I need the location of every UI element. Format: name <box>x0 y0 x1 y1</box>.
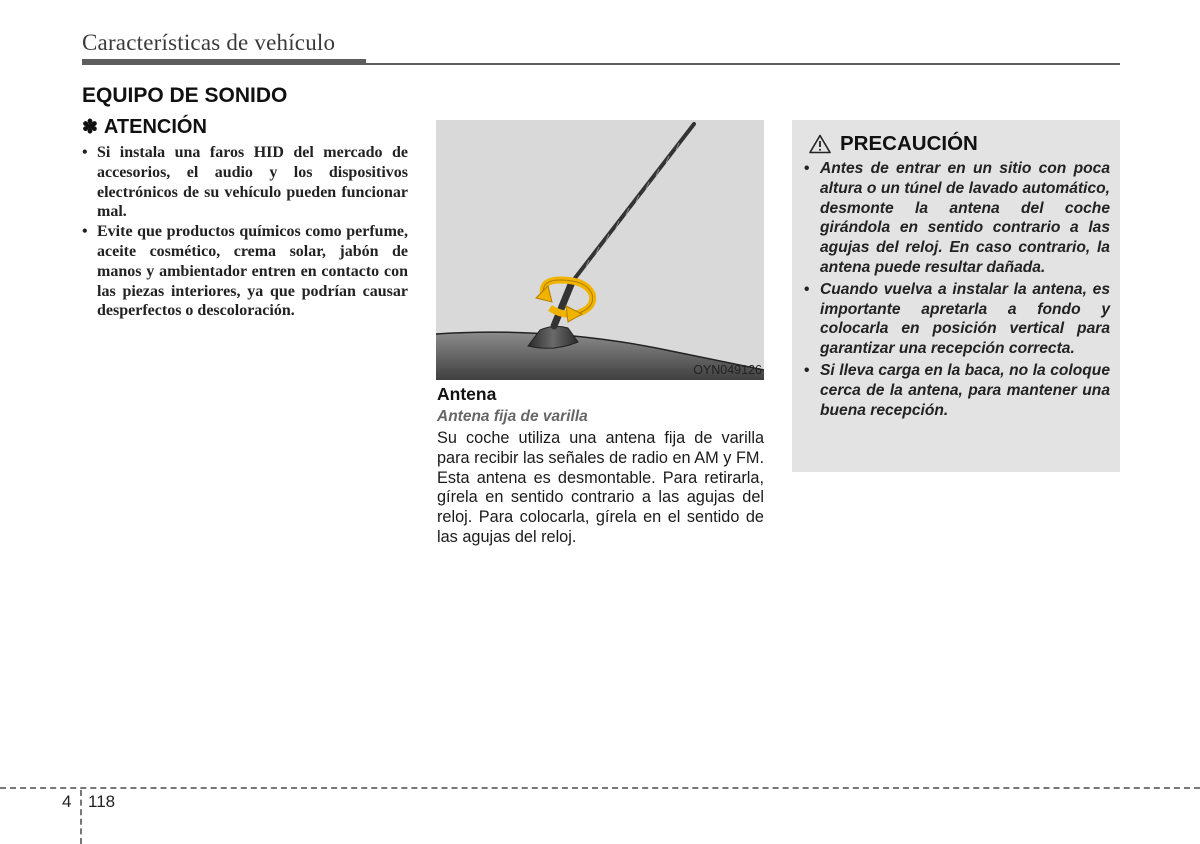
header-rule-thick <box>82 59 366 65</box>
caution-item: • Antes de entrar en un sitio con poca altura o un túnel de lavado automático, desmonte la antena del coche girándola en sentido contrario a las agujas del reloj. En caso contrario, la antena puede resultar dañada. <box>802 159 1110 278</box>
caution-title: PRECAUCIÓN <box>840 132 978 155</box>
header-rule-thin <box>366 63 1120 65</box>
running-header: Características de vehículo <box>82 30 336 55</box>
antenna-rotation-illustration <box>436 120 764 380</box>
caution-item: • Cuando vuelva a instalar la antena, es importante apretarla a fondo y colocarla en posición vertical para garantizar una recepción correcta. <box>802 280 1110 359</box>
section-title: EQUIPO DE SONIDO <box>82 84 288 107</box>
footer-dashed-divider <box>80 790 82 844</box>
antenna-base-shape <box>528 326 578 348</box>
caution-heading <box>809 132 978 156</box>
antenna-mast-shape <box>572 124 694 282</box>
chapter-number: 4 <box>62 792 72 811</box>
antenna-heading: Antena <box>437 384 497 404</box>
footer-dashed-rule <box>0 787 1200 789</box>
asterisk-icon: ✽ <box>82 117 98 138</box>
page-number: 118 <box>88 792 116 811</box>
attention-heading <box>82 116 207 139</box>
antenna-subheading: Antena fija de varilla <box>437 408 588 425</box>
antenna-body-text: Su coche utiliza una antena fija de varilla para recibir las señales de radio en AM y FM. Esta antena es desmontable. Para retirarla, gírela en sentido contrario a las agujas del reloj. Para colocarla, gírela en el sentido de las agujas del reloj. <box>437 429 764 546</box>
caution-item: • Si lleva carga en la baca, no la coloque cerca de la antena, para mantener una buena recepción. <box>802 361 1110 420</box>
warning-triangle-icon <box>809 134 831 154</box>
attention-item: • Si instala una faros HID del mercado de accesorios, el audio y los dispositivos electrónicos de su vehículo pueden funcionar mal. <box>80 143 408 222</box>
figure-code: OYN049126 <box>693 363 762 377</box>
caution-list <box>802 159 1110 422</box>
antenna-figure <box>436 120 764 380</box>
attention-title: ATENCIÓN <box>103 116 207 138</box>
caution-box <box>792 120 1120 472</box>
attention-list <box>80 143 408 321</box>
attention-item: • Evite que productos químicos como perfume, aceite cosmético, crema solar, jabón de manos y ambientador entren en contacto con las piezas interiores, ya que podrían causar desperfectos o descoloración. <box>80 222 408 321</box>
